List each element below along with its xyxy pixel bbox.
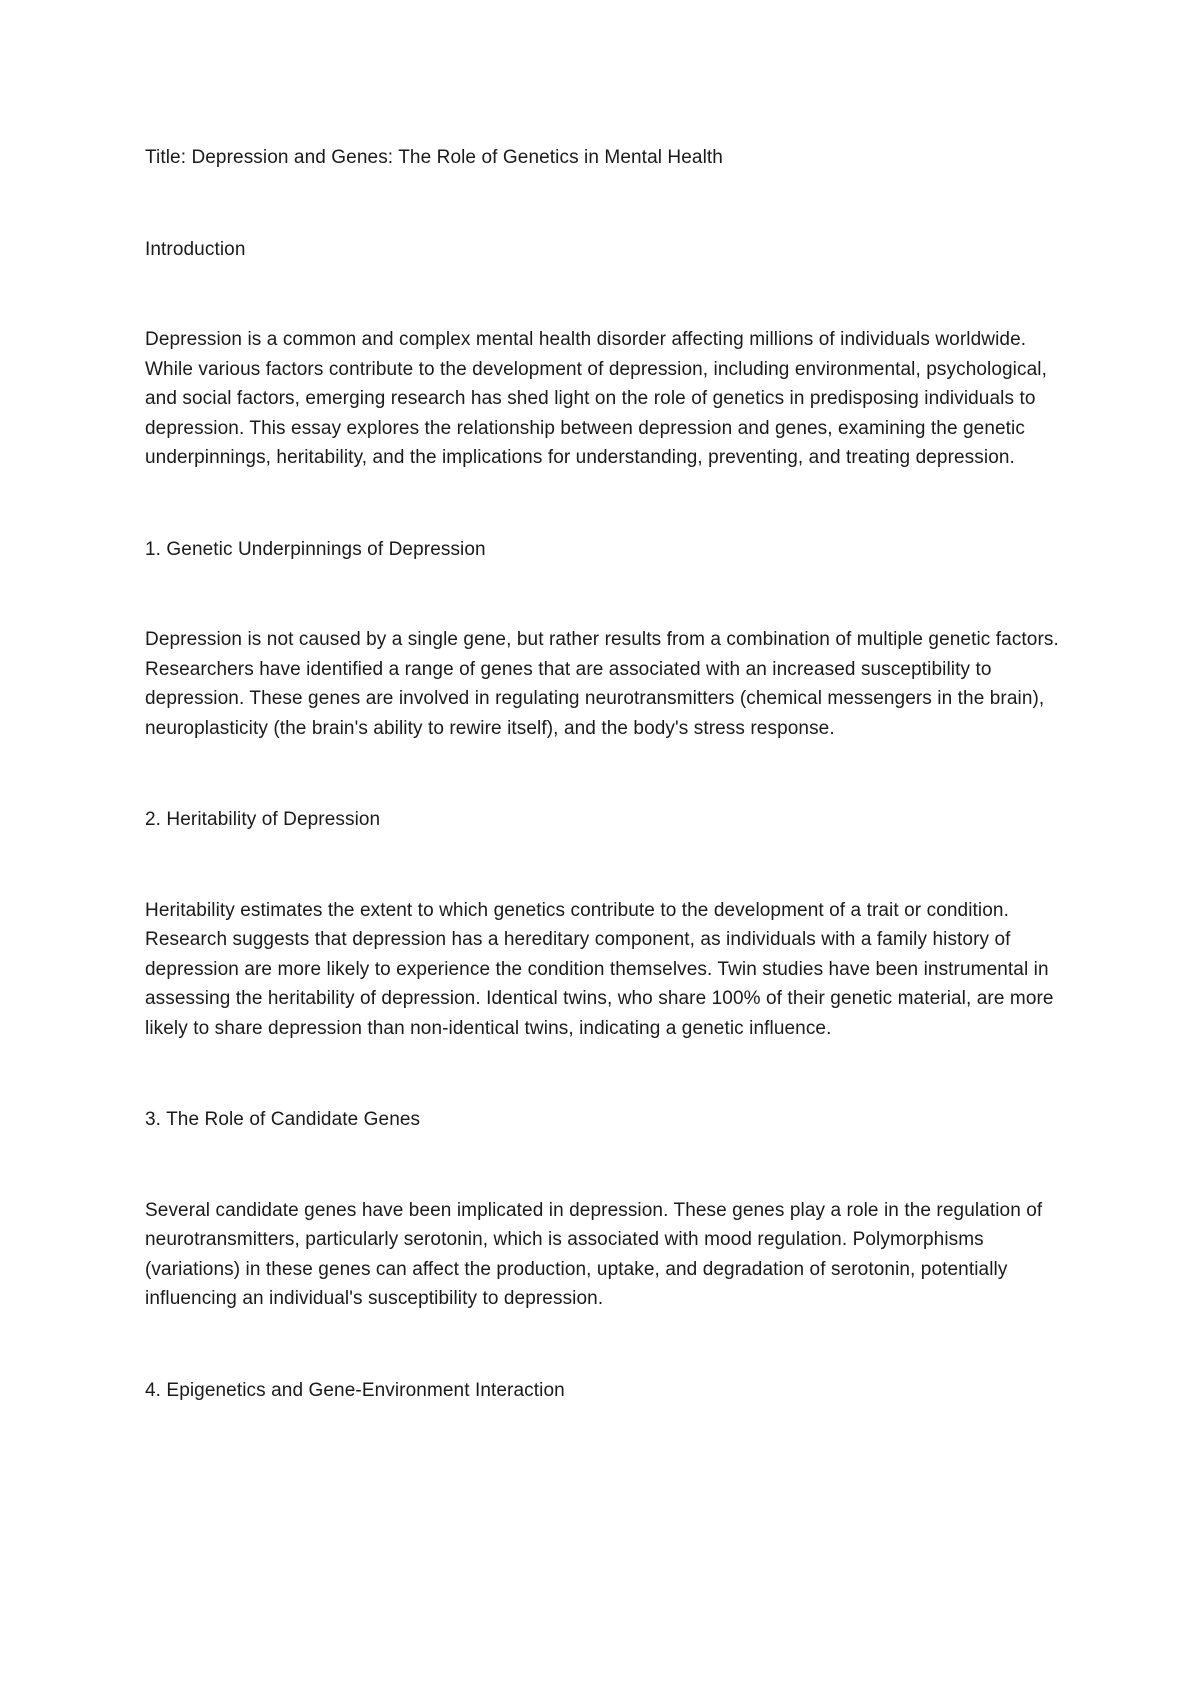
section-paragraph-2: Heritability estimates the extent to which genetics contribute to the development of a trait or condition. Research suggests that depression has a hereditary component, as individuals with a family history of depression are more likely to experience the condition themselves. Twin studies have been instrumental in assessing the heritability of depression. Identical twins, who share 100% of their genetic material, are more likely to share depression than non-identical twins, indicating a genetic influence. — [145, 899, 1054, 1039]
section-heading-1: 1. Genetic Underpinnings of Depression — [145, 538, 486, 560]
section-heading-4: 4. Epigenetics and Gene-Environment Interaction — [145, 1379, 565, 1401]
section-heading-introduction: Introduction — [145, 238, 246, 260]
introduction-paragraph: Depression is a common and complex mental health disorder affecting millions of individuals worldwide. While various factors contribute to the development of depression, including environmental, psychological, and social factors, emerging research has shed light on the role of genetics in predisposing individuals to depression. This essay explores the relationship between depression and genes, examining the genetic underpinnings, heritability, and the implications for understanding, preventing, and treating depression. — [145, 329, 1047, 468]
section-paragraph-3: Several candidate genes have been implicated in depression. These genes play a role in the regulation of neurotransmitters, particularly serotonin, which is associated with mood regulation. Polymorphisms (variations) in these genes can affect the production, uptake, and degradation of serotonin, potentially influencing an individual's susceptibility to depression. — [145, 1199, 1043, 1309]
document-title: Title: Depression and Genes: The Role of Genetics in Mental Health — [145, 147, 723, 168]
section-paragraph-1: Depression is not caused by a single gene, but rather results from a combination of multiple genetic factors. Researchers have identified a range of genes that are associated with an increased susceptibility to depression. These genes are involved in regulating neurotransmitters (chemical messengers in the brain), neuroplasticity (the brain's ability to rewire itself), and the body's stress response. — [145, 629, 1059, 739]
section-heading-3: 3. The Role of Candidate Genes — [145, 1109, 421, 1130]
section-heading-2: 2. Heritability of Depression — [145, 809, 381, 830]
document-body — [145, 143, 1065, 1466]
